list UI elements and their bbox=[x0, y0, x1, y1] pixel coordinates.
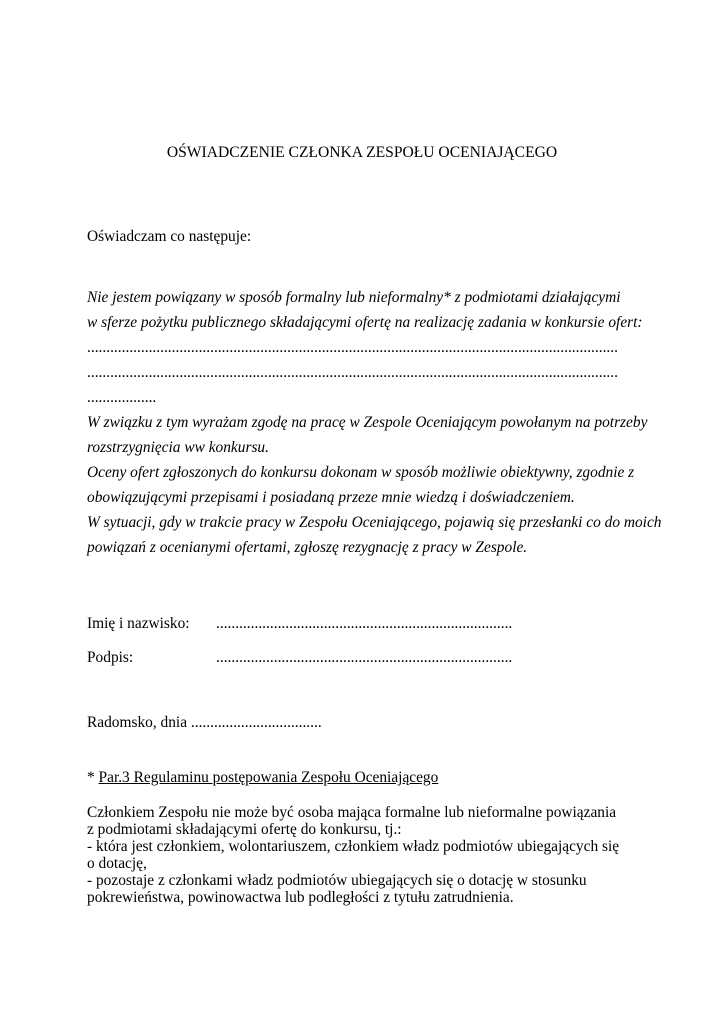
footnote-heading bbox=[87, 769, 438, 787]
footnote-line-3: - która jest członkiem, wolontariuszem, członkiem władz podmiotów ubiegających się bbox=[87, 838, 620, 855]
signature-field: ............................................................................. bbox=[216, 649, 513, 666]
body-line-8: Oceny ofert zgłoszonych do konkursu dokonam w sposób możliwie obiektywny, zgodnie z bbox=[87, 464, 635, 481]
intro-text: Oświadczam co następuje: bbox=[87, 228, 252, 245]
body-line-6: W związku z tym wyrażam zgodę na pracę w Zespole Oceniającym powołanym na potrzeby bbox=[87, 414, 648, 431]
body-line-9: obowiązującymi przepisami i posiadaną przeze mnie wiedzą i doświadczeniem. bbox=[87, 489, 575, 506]
footnote-title: Par.3 Regulaminu postępowania Zespołu Oceniającego bbox=[98, 769, 439, 786]
name-field: ............................................................................. bbox=[216, 615, 513, 632]
dotted-line-3: .................. bbox=[87, 389, 157, 406]
place-date: Radomsko, dnia .................................. bbox=[87, 714, 322, 731]
footnote-line-6: pokrewieństwa, powinowactwa lub podległości z tytułu zatrudnienia. bbox=[87, 889, 514, 906]
body-line-7: rozstrzygnięcia ww konkursu. bbox=[87, 439, 269, 456]
signature-label: Podpis: bbox=[87, 649, 134, 666]
footnote-line-2: z podmiotami składającymi ofertę do konkursu, tj.: bbox=[87, 821, 402, 838]
dotted-line-1: .......................................................................................................................................... bbox=[87, 339, 618, 356]
body-line-11: powiązań z ocenianymi ofertami, zgłoszę rezygnację z pracy w Zespole. bbox=[87, 539, 528, 556]
footnote-line-5: - pozostaje z członkami władz podmiotów ubiegających się o dotację w stosunku bbox=[87, 872, 587, 889]
name-label: Imię i nazwisko: bbox=[87, 615, 190, 632]
body-line-1: Nie jestem powiązany w sposób formalny lub nieformalny* z podmiotami działającymi bbox=[87, 289, 621, 306]
body-line-2: w sferze pożytku publicznego składającymi ofertę na realizację zadania w konkursie ofert: bbox=[87, 314, 643, 331]
footnote-line-4: o dotację, bbox=[87, 855, 147, 872]
dotted-line-2: .......................................................................................................................................... bbox=[87, 364, 618, 381]
footnote-line-1: Członkiem Zespołu nie może być osoba mająca formalne lub nieformalne powiązania bbox=[87, 804, 617, 821]
footnote-marker: * bbox=[87, 769, 99, 786]
document-title: OŚWIADCZENIE CZŁONKA ZESPOŁU OCENIAJĄCEGO bbox=[166, 144, 558, 161]
body-line-10: W sytuacji, gdy w trakcie pracy w Zespołu Oceniającego, pojawią się przesłanki co do moich bbox=[87, 514, 662, 531]
